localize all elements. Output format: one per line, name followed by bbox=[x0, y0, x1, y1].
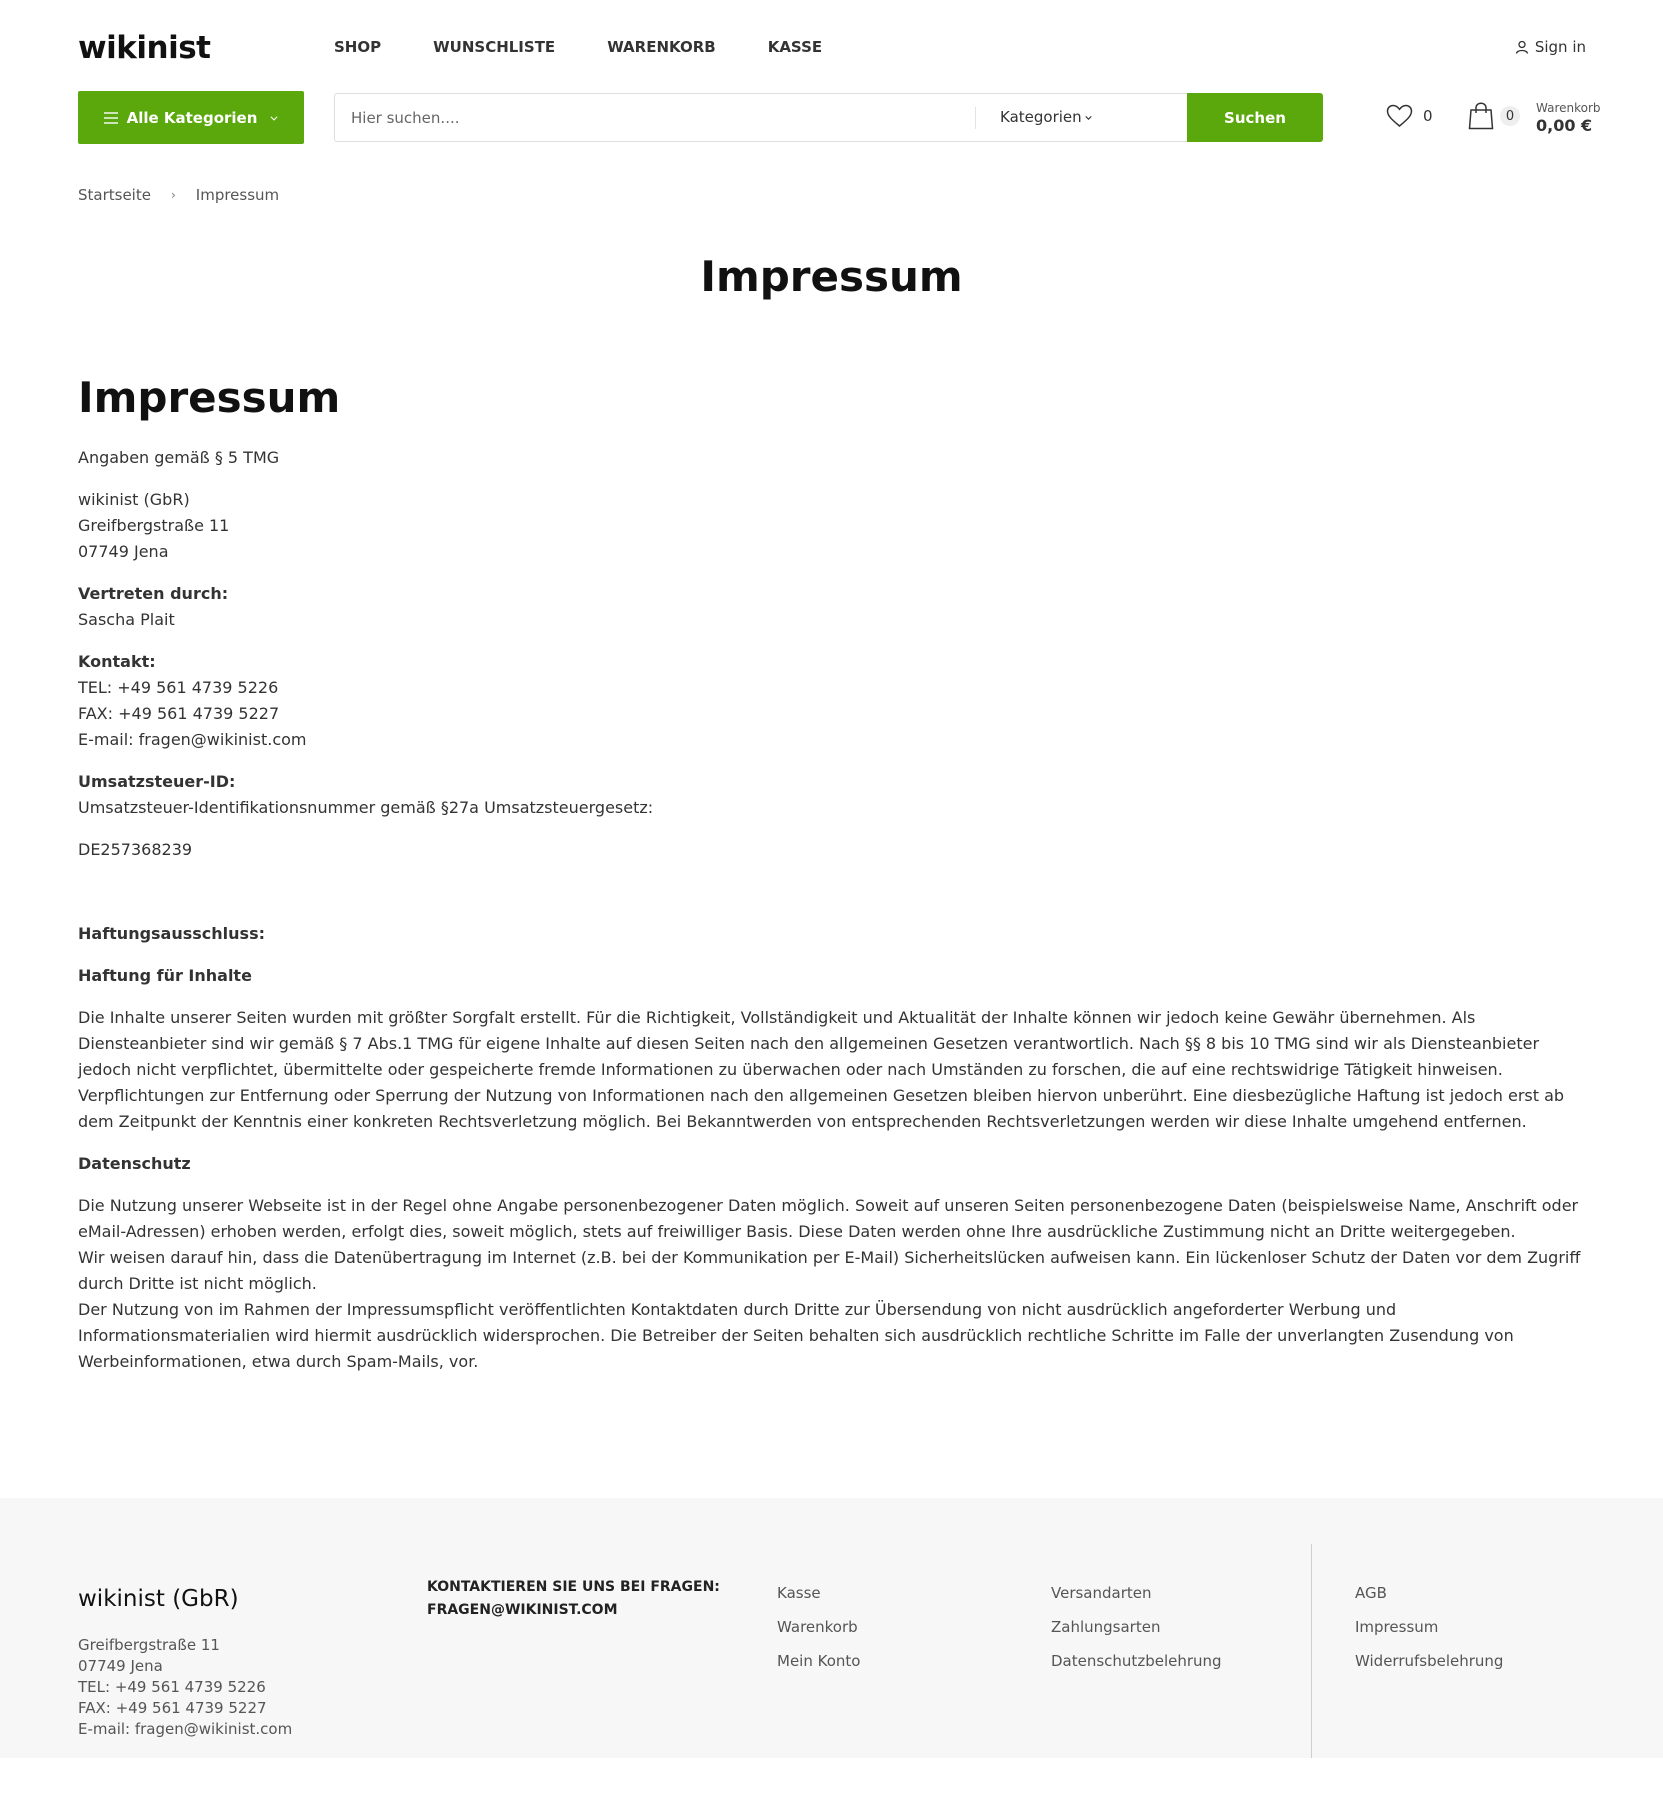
breadcrumb bbox=[78, 186, 279, 204]
footer-link-zahlungsarten[interactable]: Zahlungsarten bbox=[1051, 1618, 1161, 1636]
privacy-text-1: Die Nutzung unserer Webseite ist in der Regel ohne Angabe personenbezogener Daten möglich. Soweit auf unseren Seiten personenbezogene Daten (beispielsweise Name, Anschrift oder eMail-Adressen) erhoben werden, erfolgt dies, soweit möglich, stets auf freiwilliger Basis. Diese Daten werden ohne Ihre ausdrückliche Zustimmung nicht an Dritte weitergegeben. bbox=[78, 1196, 1579, 1241]
menu-icon bbox=[103, 110, 119, 126]
footer-city: 07749 Jena bbox=[78, 1657, 163, 1675]
sign-in-label: Sign in bbox=[1534, 38, 1586, 56]
footer-contact-heading: KONTAKTIEREN SIE UNS BEI FRAGEN: bbox=[427, 1579, 720, 1595]
footer-link-agb[interactable]: AGB bbox=[1355, 1584, 1387, 1602]
company-city: 07749 Jena bbox=[78, 542, 169, 561]
wishlist-count: 0 bbox=[1423, 107, 1433, 125]
cart-count-badge: 0 bbox=[1500, 106, 1520, 126]
footer-link-mein-konto[interactable]: Mein Konto bbox=[777, 1652, 861, 1670]
site-logo[interactable]: wikinist bbox=[78, 30, 211, 66]
site-header bbox=[0, 0, 1663, 160]
footer-link-versandarten[interactable]: Versandarten bbox=[1051, 1584, 1152, 1602]
cart-button[interactable] bbox=[1468, 102, 1520, 130]
chevron-down-icon bbox=[1084, 113, 1093, 122]
vat-block bbox=[78, 769, 1588, 821]
liability-label: Haftung für Inhalte bbox=[78, 966, 252, 985]
vat-id: DE257368239 bbox=[78, 840, 193, 859]
company-address bbox=[78, 487, 1588, 565]
site-footer bbox=[0, 1498, 1663, 1758]
contact-block bbox=[78, 649, 1588, 753]
search-divider bbox=[975, 107, 976, 129]
cart-summary[interactable] bbox=[1536, 101, 1601, 135]
footer-links-info bbox=[1051, 1576, 1222, 1678]
search-bar bbox=[334, 93, 1323, 142]
footer-company-name: wikinist (GbR) bbox=[78, 1586, 239, 1612]
footer-divider bbox=[1311, 1544, 1312, 1758]
privacy-label: Datenschutz bbox=[78, 1154, 191, 1173]
company-street: Greifbergstraße 11 bbox=[78, 516, 230, 535]
cart-total: 0,00 € bbox=[1536, 116, 1593, 135]
footer-tel: TEL: +49 561 4739 5226 bbox=[78, 1678, 266, 1696]
user-icon bbox=[1515, 40, 1529, 54]
footer-contact-email[interactable]: FRAGEN@WIKINIST.COM bbox=[427, 1602, 618, 1618]
contact-tel: TEL: +49 561 4739 5226 bbox=[78, 678, 279, 697]
nav-shop[interactable]: SHOP bbox=[334, 38, 382, 56]
footer-link-kasse[interactable]: Kasse bbox=[777, 1584, 821, 1602]
breadcrumb-current: Impressum bbox=[195, 186, 280, 204]
footer-link-warenkorb[interactable]: Warenkorb bbox=[777, 1618, 858, 1636]
cart-label: Warenkorb bbox=[1536, 101, 1601, 115]
main-nav bbox=[334, 38, 874, 56]
impressum-content bbox=[78, 372, 1588, 1391]
search-input[interactable] bbox=[351, 94, 951, 141]
breadcrumb-separator: › bbox=[170, 188, 176, 202]
all-categories-label: Alle Kategorien bbox=[126, 108, 258, 127]
intro-text: Angaben gemäß § 5 TMG bbox=[78, 448, 280, 467]
represented-name: Sascha Plait bbox=[78, 610, 175, 629]
vat-text: Umsatzsteuer-Identifikationsnummer gemäß §27a Umsatzsteuergesetz: bbox=[78, 798, 654, 817]
privacy-text bbox=[78, 1193, 1588, 1375]
disclaimer-label: Haftungsausschluss: bbox=[78, 924, 265, 943]
footer-email[interactable]: E-mail: fragen@wikinist.com bbox=[78, 1720, 293, 1738]
company-name: wikinist (GbR) bbox=[78, 490, 190, 509]
footer-link-datenschutz[interactable]: Datenschutzbelehrung bbox=[1051, 1652, 1222, 1670]
represented-label: Vertreten durch: bbox=[78, 584, 229, 603]
all-categories-button[interactable] bbox=[78, 91, 304, 144]
contact-email[interactable]: E-mail: fragen@wikinist.com bbox=[78, 730, 307, 749]
page-title: Impressum bbox=[700, 252, 963, 301]
represented-block bbox=[78, 581, 1588, 633]
footer-link-impressum[interactable]: Impressum bbox=[1355, 1618, 1439, 1636]
nav-wishlist[interactable]: WUNSCHLISTE bbox=[433, 38, 556, 56]
contact-label: Kontakt: bbox=[78, 652, 156, 671]
footer-fax: FAX: +49 561 4739 5227 bbox=[78, 1699, 267, 1717]
content-heading: Impressum bbox=[78, 373, 341, 422]
footer-contact bbox=[427, 1576, 720, 1622]
footer-links-legal bbox=[1355, 1576, 1503, 1678]
chevron-down-icon bbox=[269, 113, 279, 123]
footer-address bbox=[78, 1635, 292, 1740]
sign-in-link[interactable] bbox=[1515, 38, 1586, 56]
liability-text: Die Inhalte unserer Seiten wurden mit größter Sorgfalt erstellt. Für die Richtigkeit, Vollständigkeit und Aktualität der Inhalte können wir jedoch keine Gewähr übernehmen. Als Diensteanbieter sind wir gemäß § 7 Abs.1 TMG für eigene Inhalte auf diesen Seiten nach den allgemeinen Gesetzen verantwortlich. Nach §§ 8 bis 10 TMG sind wir als Diensteanbieter jedoch nicht verpflichtet, übermittelte oder gespeicherte fremde Informationen zu überwachen oder nach Umständen zu forschen, die auf eine rechtswidrige Tätigkeit hinweisen. Verpflichtungen zur Entfernung oder Sperrung der Nutzung von Informationen nach den allgemeinen Gesetzen bleiben hiervon unberührt. Eine diesbezügliche Haftung ist jedoch erst ab dem Zeitpunkt der Kenntnis einer konkreten Rechtsverletzung möglich. Bei Bekanntwerden von entsprechenden Rechtsverletzungen werden wir diese Inhalte umgehend entfernen. bbox=[78, 1008, 1565, 1131]
nav-checkout[interactable]: KASSE bbox=[767, 38, 823, 56]
wishlist-button[interactable] bbox=[1386, 104, 1433, 128]
search-category-select[interactable] bbox=[1000, 108, 1093, 126]
footer-links-shop bbox=[777, 1576, 860, 1678]
shopping-bag-icon bbox=[1468, 102, 1494, 130]
heart-icon bbox=[1386, 104, 1413, 128]
spacer bbox=[78, 879, 1588, 921]
privacy-text-3: Der Nutzung von im Rahmen der Impressumspflicht veröffentlichten Kontaktdaten durch Dritte zur Übersendung von nicht ausdrücklich angeforderter Werbung und Informationsmaterialien wird hiermit ausdrücklich widersprochen. Die Betreiber der Seiten behalten sich ausdrücklich rechtliche Schritte im Falle der unverlangten Zusendung von Werbeinformationen, etwa durch Spam-Mails, vor. bbox=[78, 1300, 1514, 1371]
vat-label: Umsatzsteuer-ID: bbox=[78, 772, 236, 791]
privacy-text-2: Wir weisen darauf hin, dass die Datenübertragung im Internet (z.B. bei der Kommunikation per E-Mail) Sicherheitslücken aufweisen kann. Ein lückenloser Schutz der Daten vor dem Zugriff durch Dritte ist nicht möglich. bbox=[78, 1248, 1581, 1293]
footer-street: Greifbergstraße 11 bbox=[78, 1636, 220, 1654]
search-button[interactable]: Suchen bbox=[1187, 93, 1323, 142]
nav-cart[interactable]: WARENKORB bbox=[607, 38, 716, 56]
search-category-label: Kategorien bbox=[1000, 108, 1082, 126]
footer-link-widerruf[interactable]: Widerrufsbelehrung bbox=[1355, 1652, 1504, 1670]
contact-fax: FAX: +49 561 4739 5227 bbox=[78, 704, 280, 723]
breadcrumb-home[interactable]: Startseite bbox=[78, 186, 151, 204]
